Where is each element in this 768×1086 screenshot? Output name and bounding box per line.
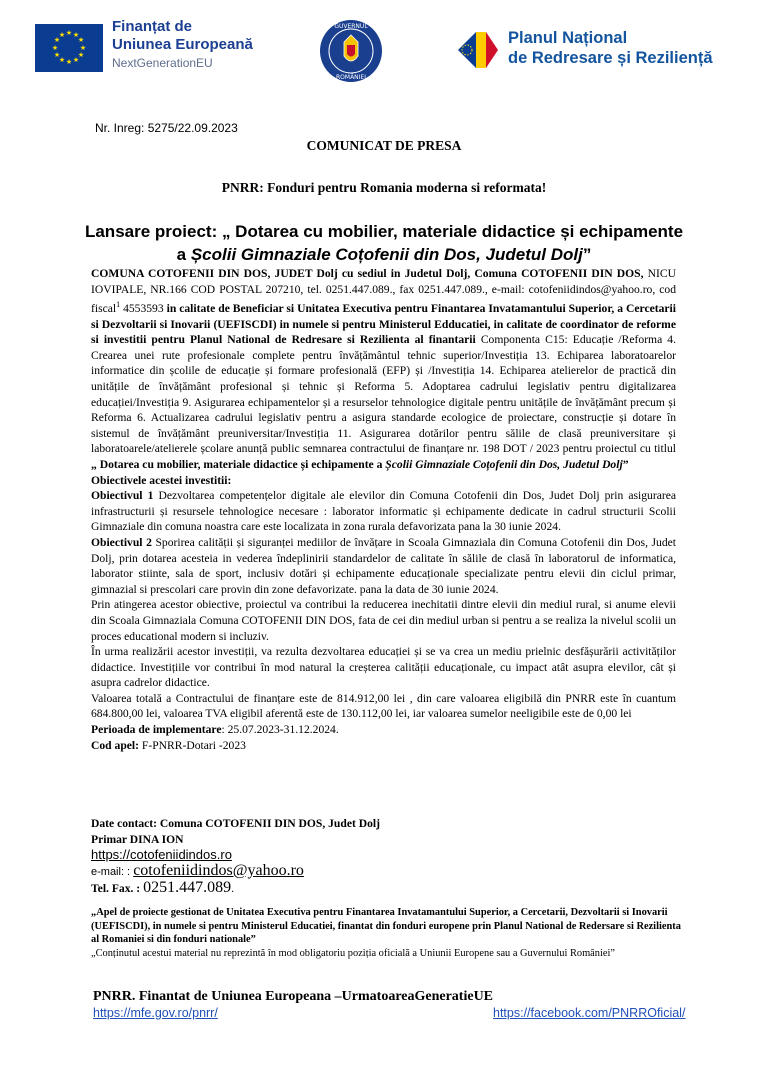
seal-bottom-text: ROMÂNIEI <box>336 74 366 81</box>
eu-flag-logo <box>35 24 103 72</box>
svg-text:★: ★ <box>77 51 85 59</box>
pnrr-logo <box>456 28 500 72</box>
footer-link-mfe[interactable]: https://mfe.gov.ro/pnrr/ <box>93 1006 218 1020</box>
launch-title-line-2 <box>0 245 768 265</box>
footer-link-facebook[interactable]: https://facebook.com/PNRROficial/ <box>493 1006 686 1020</box>
coat-of-arms-icon <box>318 18 384 84</box>
intro-fiscal-code: 4553593 <box>120 302 167 316</box>
svg-text:★: ★ <box>65 58 73 66</box>
contact-block <box>91 816 691 897</box>
objective-1-label: Obiectivul 1 <box>91 489 154 503</box>
pnrr-line-1: Planul Național <box>508 29 628 47</box>
footnotes <box>91 906 691 960</box>
objective-1 <box>91 488 676 535</box>
eu-line-3: NextGenerationEU <box>112 56 213 70</box>
launch-title-line-1: Lansare proiect: „ Dotarea cu mobilier, materiale didactice și echipamente <box>84 222 684 241</box>
objectives-heading-text: Obiectivele acestei investitii: <box>91 473 232 487</box>
value-paragraph: Valoarea totală a Contractului de finanțare este de 814.912,00 lei , din care valoarea eligibilă din PNRR este în cuantum 684.800,00 lei, valoarea TVA eligibil aferentă este de 130.112,00 lei, iar valoarea sumelor neeligibile este de 0,00 lei <box>91 691 676 721</box>
objective-2 <box>91 535 676 597</box>
press-release-title: COMUNICAT DE PRESA <box>306 138 462 153</box>
inequity-paragraph: Prin atingerea acestor obiective, proiectul va contribui la reducerea inechitatii dintre elevii din mediul rural, si anume elevii din Scoala Gimnaziala Comuna COTOFENII DIN DOS, fata de cei din mediul urban si pentru a se realiza la nivelul scolii un proces educational modern si incluziv. <box>91 598 676 643</box>
result-paragraph: În urma realizării acestor investiții, va rezulta dezvoltarea educației și se va crea un mediu prielnic desfășurării activităților didactice. Investițiile vor contribui în mod natural la creșterea calității educaționale, cu impact atât asupra elevilor, cât și asupra cadrelor didactice. <box>91 645 676 690</box>
pnrr-line-2: de Redresare și Reziliență <box>508 49 713 67</box>
eu-line-1: Finanțat de <box>112 18 193 35</box>
intro-beneficiary: COMUNA COTOFENII DIN DOS, JUDET Dolj cu sediul in Judetul Dolj, Comuna COTOFENII DIN DOS, <box>91 267 644 280</box>
eu-line-2: Uniunea Europeană <box>112 36 253 53</box>
fax-label: Tel. Fax. : <box>91 882 144 896</box>
period-value: : 25.07.2023-31.12.2024. <box>221 723 339 737</box>
call-label: Cod apel: <box>91 738 139 752</box>
svg-text:★: ★ <box>72 31 80 39</box>
registration-number: Nr. Inreg: 5275/22.09.2023 <box>95 121 238 135</box>
pnrr-emblem-icon <box>456 28 500 72</box>
intro-components: Componenta C15: Educație /Reforma 4. Crearea unei rute profesionale complete pentru învățământul tehnic superior/Investiția 13. Echiparea laboratoarelor informatice din școlile de educație și formare profesională (EFP) și /Investiția 14. Echiparea atelierelor de practică din unitățile de învățământ profesional și tehnic și Reforma 5. Adoptarea cadrului legislativ pentru digitalizarea educației/Investiția 9. Asigurarea echipamentelor și a resurselor tehnologice digitale pentru unitățile de învățământ precum și Reforma 6. Actualizarea cadrului legislativ pentru a asigura standarde ecologice de proiectare, construcție și dotare în sistemul de învățământ preuniversitar/Investiția 11. Asigurarea dotărilor pentru sălile de clasă preuniversitare și laboratoarele/atelierele școlare anunță public semnarea contractului de finanțare nr. 198 DOT / 2023 pentru proiectul cu titlul <box>91 333 676 456</box>
email-link[interactable]: cotofeniidindos@yahoo.ro <box>133 861 304 879</box>
svg-text:★: ★ <box>53 36 61 44</box>
eu-stars-icon <box>35 24 103 72</box>
footnote-marker: 1 <box>116 300 121 310</box>
svg-text:★: ★ <box>79 44 87 52</box>
fax-end: . <box>231 882 234 896</box>
implementation-period <box>91 722 676 738</box>
call-value: F-PNRR-Dotari -2023 <box>139 738 246 752</box>
launch-line2-prefix: a <box>176 245 191 264</box>
intro-role: in calitate de Beneficiar si Unitatea Executiva pentru Finantarea Invatamantului Superior, a Cercetarii si Dezvoltarii si Inovarii (UEFISCDI) in numele si pentru Ministerul Edducatiei, in calitate de coordinator de reforme si investitii pentru Planul National de Redresare si Rezilienta al finantarii <box>91 302 676 347</box>
period-label: Perioada de implementare <box>91 723 222 737</box>
intro-project-title: „ Dotarea cu mobilier, materiale didactice și echipamente a <box>91 457 386 471</box>
press-release-subtitle: PNRR: Fonduri pentru Romania moderna si reformata! <box>221 180 547 195</box>
intro-project-school: Școlii Gimnaziale Coțofenii din Dos, Judetul Dolj <box>385 457 623 471</box>
pnrr-title <box>508 28 713 68</box>
svg-text:★: ★ <box>53 51 61 59</box>
svg-text:★: ★ <box>58 56 66 64</box>
fax-number: 0251.447.089 <box>143 879 232 897</box>
objective-2-text: Sporirea calității și siguranței mediilor de învățare in Scoala Gimnaziala din Comuna Cotofenii din Dos, Judet Dolj, prin dotarea acesteia in vederea îndeplinirii standardelor de calitate în sălile de clasă în laboratorul de informatica, laborator stiinte, sala de sport, inclusiv dotări și echipamente educaționale specializate pentru elevii din ciclul primar, gimnazial si prescolari care provin din zone defavorizate. pana la data de 30 iunie 2024. <box>91 535 676 596</box>
svg-text:★: ★ <box>72 56 80 64</box>
intro-project-end: ” <box>622 457 629 471</box>
press-release-body <box>91 266 676 753</box>
contact-mayor: Primar DINA ION <box>91 832 184 846</box>
footnote-disclaimer: „Conținutul acestui material nu reprezintă în mod obligatoriu poziția oficială a Uniunii Europene sau a Guvernului României” <box>91 947 615 959</box>
svg-text:★: ★ <box>58 31 66 39</box>
svg-text:★: ★ <box>51 44 59 52</box>
objectives-heading <box>91 473 676 489</box>
seal-top-text: GUVERNUL <box>334 23 368 30</box>
objective-2-label: Obiectivul 2 <box>91 535 152 549</box>
eu-funding-label <box>112 18 253 72</box>
intro-address: NICU IOVIPALE, NR.166 COD POSTAL 207210, tel. 0251.447.089., fax 0251.447.089., e-mail: cotofeniidindos@yahoo.ro, cod fiscal <box>91 267 676 316</box>
contact-line-1: Date contact: Comuna COTOFENII DIN DOS, Judet Dolj <box>91 817 380 830</box>
website-link[interactable]: https://cotofeniidindos.ro <box>91 847 232 863</box>
launch-line2-suffix: ” <box>582 245 592 264</box>
launch-line2-school: Școlii Gimnaziale Coțofenii din Dos, Judetul Dolj <box>190 245 583 264</box>
email-label: e-mail: : <box>91 865 134 878</box>
government-seal-logo <box>318 18 384 84</box>
call-code <box>91 738 676 754</box>
footnote-funding: „Apel de proiecte gestionat de Unitatea Executiva pentru Finantarea Invatamantului Superior, a Cercetarii, Dezvoltarii si Inovarii (UEFISCDI), in numele si pentru Ministerul Educatiei, finantat din fonduri europene prin Planul National de Redersare si Rezilienta al Romaniei si din fonduri nationale” <box>91 907 681 945</box>
objective-1-text: Dezvoltarea competențelor digitale ale elevilor din Comuna Cotofenii din Dos, Judet Dolj prin asigurarea infrastructurii și resursele tehnologice necesare : laborator informatic și echipamente dedicate in cadrul structurii Scolii Gimnaziale din comuna noastra care este localizata in zona rurala defavorizata pana la 30 iunie 2024. <box>91 489 676 534</box>
footer-title: PNRR. Finantat de Uniunea Europeana –UrmatoareaGeneratieUE <box>93 989 494 1004</box>
svg-text:★: ★ <box>65 29 73 37</box>
intro-paragraph <box>91 266 676 473</box>
svg-text:★: ★ <box>77 36 85 44</box>
